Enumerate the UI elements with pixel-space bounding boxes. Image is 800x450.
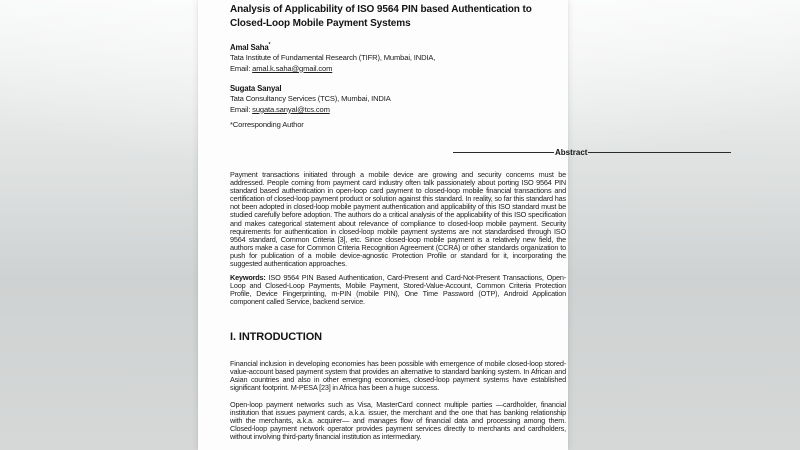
paper-title-line1: Analysis of Applicability of ISO 9564 PIN based Authentication to: [230, 4, 532, 15]
keywords-label: Keywords:: [230, 273, 266, 282]
email-label: Email:: [230, 63, 253, 73]
abstract-heading: Abstract: [555, 148, 588, 157]
author-block-sugata-sanyal: [230, 81, 566, 115]
paper-page: [198, 0, 588, 450]
corresponding-author-mark: *: [268, 42, 271, 48]
keywords-text: ISO 9564 PIN Based Authentication, Card-Present and Card-Not-Present Transactions, Open-Loop and Closed-Loop Payments, Mobile Payment, Stored-Value-Account, Common Criteria Protection Profile, Device Fingerprinting, m-PIN (mobile PIN), One Time Password (OTP), Android Application component called Service, backend service.: [230, 273, 566, 307]
abstract-divider-left-line: [453, 152, 554, 153]
email-label: Email:: [230, 104, 253, 114]
email-link[interactable]: amal.k.saha@gmail.com: [252, 63, 333, 73]
section-heading-introduction: I. INTRODUCTION: [230, 331, 322, 343]
abstract-paragraph: Payment transactions initiated through a mobile device are growing and security concerns must be addressed. People coming from payment card industry often talk passionately about porting ISO 9564 PIN standard based authentication in open-loop card payment to closed-loop mobile financial transactions and certification of closed-loop payment product or solution against this standard. In reality, so far this standard has not been adopted in closed-loop mobile payment authentication and applicability of this ISO standard must be studied carefully before adoption. The authors do a critical analysis of the applicability of this ISO specification and makes categorical statement about relevance of compliance to closed-loop mobile payment. Security requirements for authentication in closed-loop mobile payment systems are not standardised through ISO 9564 standard, Common Criteria [3], etc. Since closed-loop mobile payment is a relatively new field, the authors make a case for Common Criteria Recognition Agreement (CCRA) or other standards organization to push for publication of a mobile device-agnostic Protection Profile or standard for it, incorporating the suggested authentication approaches.: [230, 170, 566, 269]
author-block-amal-saha: [230, 40, 566, 74]
abstract-divider: [453, 148, 731, 157]
introduction-paragraph-2: Open-loop payment networks such as Visa, MasterCard connect multiple parties —cardholder, financial institution that issues payment cards, a.k.a. issuer, the merchant and the one that has banking relationship with the merchants, a.k.a. acquirer— and manages flow of financial data and processing among them. Closed-loop payment network operator provides payment services directly to merchants and cardholders, without involving third-party financial institution as intermediary.: [230, 400, 566, 442]
author-name: [230, 40, 566, 53]
paper-title-line2: Closed-Loop Mobile Payment Systems: [230, 17, 411, 29]
keywords-paragraph: [230, 274, 566, 306]
author-name: [230, 81, 566, 94]
author-email-line: [230, 105, 566, 115]
corresponding-author-note: *Corresponding Author: [230, 120, 304, 129]
author-email-line: [230, 64, 566, 74]
author-affiliation: Tata Institute of Fundamental Research (TIFR), Mumbai, INDIA,: [230, 53, 436, 63]
email-link[interactable]: sugata.sanyal@tcs.com: [252, 104, 330, 114]
author-affiliation: Tata Consultancy Services (TCS), Mumbai, INDIA: [230, 94, 391, 104]
author-name-text: Sugata Sanyal: [230, 84, 282, 93]
author-name-text: Amal Saha: [230, 43, 269, 52]
introduction-paragraph-1: Financial inclusion in developing economies has been possible with emergence of mobile closed-loop stored-value-account based payment system that provides an alternative to standard banking system. In African and Asian countries and also in other emerging economies, closed-loop payment systems have established significant footprint. M-PESA [23] in Africa has been a huge success.: [230, 359, 566, 393]
abstract-divider-right-line: [588, 152, 731, 153]
paper-title: [230, 3, 566, 30]
